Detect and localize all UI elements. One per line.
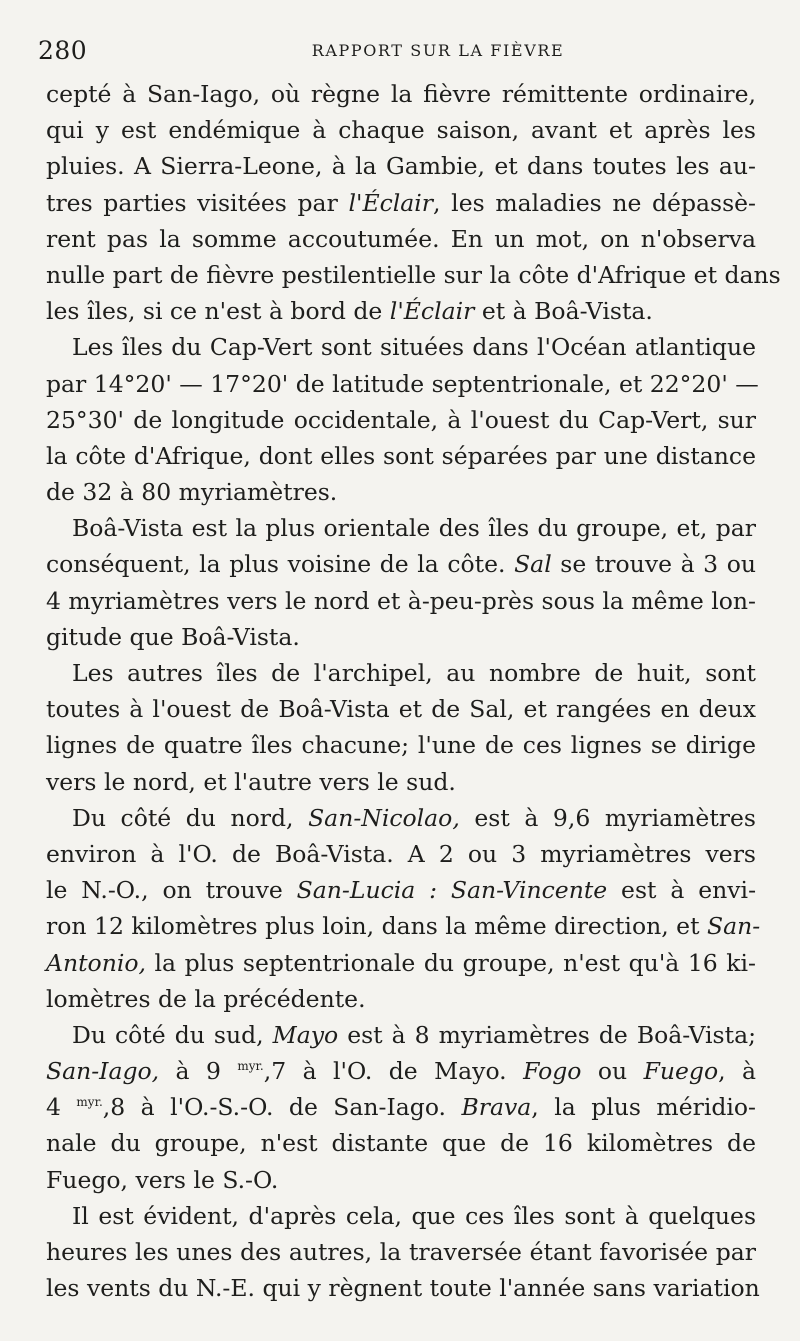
text-line bbox=[46, 510, 756, 546]
text-line bbox=[46, 112, 756, 148]
running-head: RAPPORT SUR LA FIÈVRE bbox=[311, 41, 565, 60]
text-line bbox=[46, 257, 781, 293]
italic-text: San-Lucia : San-Vincente bbox=[296, 876, 608, 905]
text-run: pluies. A Sierra-Leone, à la Gambie, et dans toutes les au- bbox=[46, 152, 756, 181]
text-line bbox=[46, 1198, 756, 1234]
italic-text: San-Nicolao, bbox=[308, 803, 460, 832]
text-run: les îles, si ce n'est à bord de bbox=[46, 297, 390, 326]
text-line bbox=[46, 764, 756, 800]
text-run: ,7 à l'O. de Mayo. bbox=[263, 1057, 524, 1086]
italic-text: Antonio, bbox=[46, 948, 146, 977]
text-line bbox=[46, 1053, 756, 1089]
text-run: environ à l'O. de Boâ-Vista. A 2 ou 3 myriamètres vers bbox=[46, 839, 756, 868]
text-line bbox=[46, 474, 756, 510]
text-run: par 14°20' — 17°20' de latitude septentrionale, et 22°20' — bbox=[46, 369, 759, 398]
text-line bbox=[46, 800, 756, 836]
text-line bbox=[46, 148, 756, 184]
text-run: 25°30' de longitude occidentale, à l'ouest du Cap-Vert, sur bbox=[46, 405, 756, 434]
italic-text: Fogo bbox=[523, 1057, 582, 1086]
text-run: toutes à l'ouest de Boâ-Vista et de Sal, et rangées en deux bbox=[46, 695, 756, 724]
superscript-text: myr. bbox=[76, 1095, 103, 1110]
text-line bbox=[46, 981, 756, 1017]
text-run: le N.-O., on trouve bbox=[46, 876, 297, 905]
italic-text: l'Éclair bbox=[389, 297, 475, 326]
italic-text: San-Iago, bbox=[46, 1057, 160, 1086]
text-line bbox=[46, 1017, 756, 1053]
text-line bbox=[46, 872, 756, 908]
text-run: nulle part de fièvre pestilentielle sur la côte d'Afrique et dans bbox=[46, 260, 781, 289]
text-run: la côte d'Afrique, dont elles sont séparées par une distance bbox=[46, 441, 756, 470]
text-run: Les îles du Cap-Vert sont situées dans l'Océan atlantique bbox=[72, 333, 756, 362]
text-run: ou bbox=[581, 1057, 644, 1086]
text-line bbox=[46, 727, 756, 763]
text-run: ron 12 kilomètres plus loin, dans la même direction, et bbox=[46, 912, 707, 941]
text-line bbox=[46, 655, 756, 691]
text-run: et à Boâ-Vista. bbox=[474, 297, 653, 326]
italic-text: Mayo bbox=[272, 1020, 339, 1049]
text-run: Les autres îles de l'archipel, au nombre de huit, sont bbox=[72, 659, 756, 687]
text-line bbox=[46, 185, 756, 221]
text-run: cepté à San-Iago, où règne la fièvre rémittente ordinaire, bbox=[46, 80, 756, 108]
body-text bbox=[46, 76, 781, 1306]
text-run: est à 9,6 myriamètres bbox=[459, 803, 756, 832]
text-line bbox=[46, 619, 756, 655]
page-header bbox=[38, 36, 768, 66]
text-run: vers le nord, et l'autre vers le sud. bbox=[46, 767, 456, 796]
text-run: heures les unes des autres, la traversée étant favorisée par bbox=[46, 1238, 756, 1266]
text-run: Fuego, vers le S.-O. bbox=[46, 1165, 279, 1194]
text-line bbox=[46, 1125, 756, 1161]
page-number: 280 bbox=[38, 36, 88, 65]
text-line bbox=[46, 221, 756, 257]
text-run: Du côté du nord, bbox=[72, 803, 309, 832]
text-run: gitude que Boâ-Vista. bbox=[46, 622, 300, 651]
text-line bbox=[46, 293, 756, 329]
text-line bbox=[46, 1162, 756, 1198]
text-run: tres parties visitées par bbox=[46, 188, 349, 217]
text-run: lomètres de la précédente. bbox=[46, 984, 366, 1013]
italic-text: Fuego bbox=[643, 1057, 719, 1086]
text-run: , les maladies ne dépassè- bbox=[433, 188, 756, 217]
text-run: 4 bbox=[46, 1093, 77, 1122]
text-run: lignes de quatre îles chacune; l'une de ces lignes se dirige bbox=[46, 731, 756, 760]
text-run: rent pas la somme accoutumée. En un mot, on n'observa bbox=[46, 224, 756, 253]
text-line bbox=[46, 908, 761, 944]
text-run: est à envi- bbox=[607, 876, 757, 905]
text-line bbox=[46, 76, 756, 112]
text-run: qui y est endémique à chaque saison, avant et après les bbox=[46, 116, 756, 145]
text-line bbox=[46, 402, 756, 438]
text-run: Il est évident, d'après cela, que ces îles sont à quelques bbox=[72, 1201, 756, 1230]
text-line bbox=[46, 329, 756, 365]
italic-text: l'Éclair bbox=[348, 188, 434, 217]
italic-text: Sal bbox=[514, 550, 552, 579]
text-line bbox=[46, 1270, 760, 1306]
text-run: à 9 bbox=[159, 1057, 238, 1086]
text-run: Boâ-Vista est la plus orientale des îles du groupe, et, par bbox=[72, 514, 756, 543]
text-line bbox=[46, 438, 756, 474]
text-run: est à 8 myriamètres de Boâ-Vista; bbox=[338, 1020, 756, 1049]
text-line bbox=[46, 366, 759, 402]
text-run: nale du groupe, n'est distante que de 16 kilomètres de bbox=[46, 1129, 756, 1158]
text-run: se trouve à 3 ou bbox=[551, 550, 756, 579]
text-line bbox=[46, 1234, 756, 1270]
italic-text: Brava bbox=[461, 1093, 532, 1122]
text-run: conséquent, la plus voisine de la côte. bbox=[46, 550, 515, 579]
text-run: de 32 à 80 myriamètres. bbox=[46, 478, 338, 507]
text-line bbox=[46, 691, 756, 727]
text-line bbox=[46, 1089, 756, 1125]
italic-text: San- bbox=[707, 912, 761, 941]
superscript-text: myr. bbox=[237, 1059, 264, 1074]
text-line bbox=[46, 836, 756, 872]
text-line bbox=[46, 546, 756, 582]
text-line bbox=[46, 945, 756, 981]
text-run: , la plus méridio- bbox=[531, 1093, 756, 1122]
text-run: , à bbox=[718, 1057, 757, 1086]
text-run: la plus septentrionale du groupe, n'est qu'à 16 ki- bbox=[145, 948, 756, 977]
text-line bbox=[46, 583, 756, 619]
text-run: les vents du N.-E. qui y règnent toute l'année sans variation bbox=[46, 1274, 760, 1303]
text-run: Du côté du sud, bbox=[72, 1020, 273, 1049]
text-run: ,8 à l'O.-S.-O. de San-Iago. bbox=[102, 1093, 462, 1122]
text-run: 4 myriamètres vers le nord et à-peu-près sous la même lon- bbox=[46, 586, 756, 615]
